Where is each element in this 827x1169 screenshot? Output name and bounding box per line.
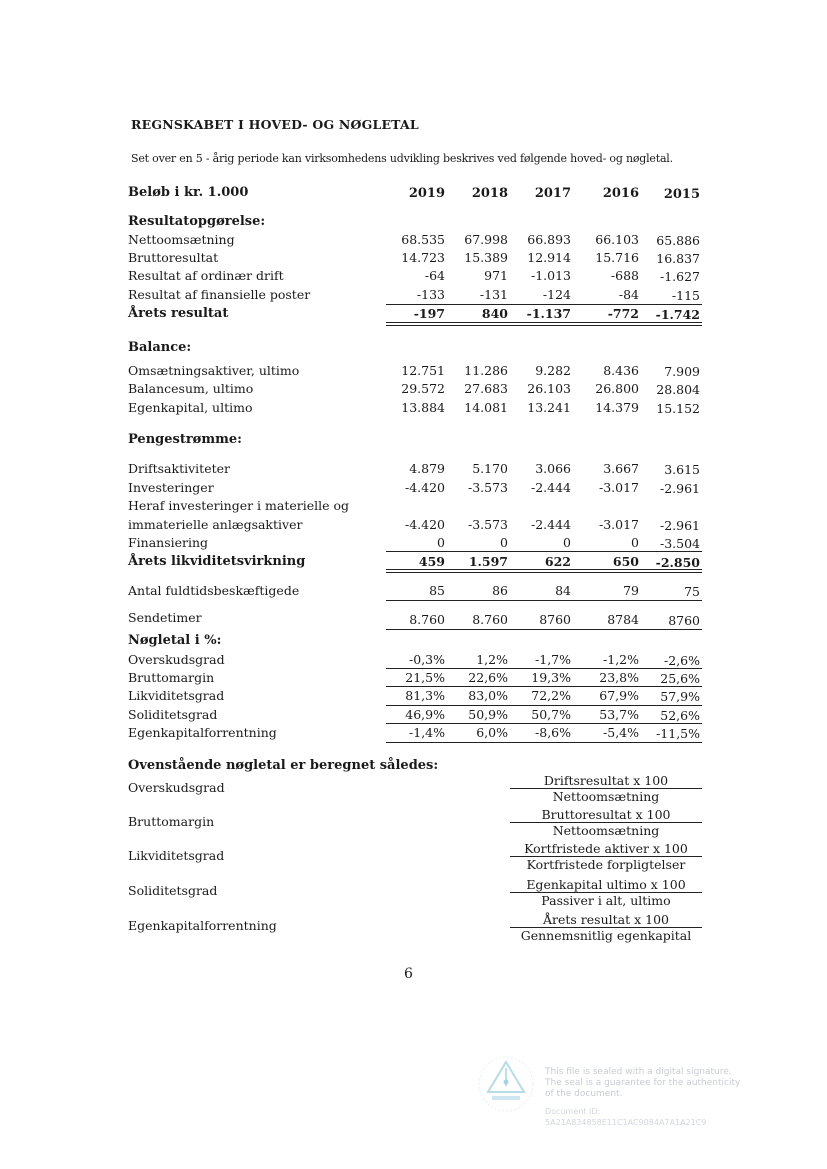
cell-value: -124 (542, 287, 571, 302)
cell-value: 8.436 (603, 363, 639, 378)
amount-label: Beløb i kr. 1.000 (128, 185, 249, 200)
total-double-rule (386, 322, 702, 326)
row-rule (386, 723, 702, 724)
cell-value: 0 (563, 535, 571, 550)
cell-value: -1,4% (409, 725, 445, 740)
row-label: Egenkapitalforrentning (128, 725, 277, 740)
cell-value: 8.760 (472, 612, 508, 627)
cell-value: -3.573 (467, 517, 508, 532)
cell-value: 22,6% (468, 670, 508, 685)
cell-value: 7.909 (664, 364, 700, 379)
row-label: Årets resultat (128, 306, 229, 321)
cell-value: 13.884 (401, 400, 445, 415)
formula-fraction (510, 841, 702, 872)
formula-numerator: Årets resultat x 100 (510, 912, 702, 928)
cell-value: -1.627 (659, 269, 700, 284)
cell-value: -0,3% (409, 652, 445, 667)
cell-value: -3.017 (598, 517, 639, 532)
cell-value: 26.800 (595, 381, 639, 396)
row-rule (386, 742, 702, 743)
row-label: Antal fuldtidsbeskæftigede (128, 583, 300, 598)
cell-value: 23,8% (599, 670, 639, 685)
cell-value: -2.961 (659, 518, 700, 533)
cell-value: 6,0% (476, 725, 508, 740)
cell-value: 459 (418, 554, 445, 569)
row-label: Likviditetsgrad (128, 688, 225, 703)
cell-value: 21,5% (405, 670, 445, 685)
cell-value: 16.837 (656, 251, 700, 266)
formula-denominator: Gennemsnitlig egenkapital (520, 928, 692, 943)
cell-value: -3.573 (467, 480, 508, 495)
formula-fraction (510, 877, 702, 908)
cell-value: 8784 (607, 612, 639, 627)
cell-value: 52,6% (660, 708, 700, 723)
cell-value: 67.998 (464, 232, 508, 247)
row-label: Balancesum, ultimo (128, 381, 254, 396)
cell-value: 29.572 (401, 381, 445, 396)
formula-denominator: Nettoomsætning (552, 789, 660, 804)
row-label: Nettoomsætning (128, 232, 235, 247)
row-label: Bruttomargin (128, 670, 215, 685)
cell-value: 12.914 (527, 250, 571, 265)
cell-value: 84 (555, 583, 571, 598)
subtotal-rule (386, 304, 702, 305)
cell-value: 1.597 (468, 554, 508, 569)
cell-value: -1.137 (526, 306, 571, 321)
section-heading: Pengestrømme: (128, 432, 242, 447)
cell-value: 19,3% (531, 670, 571, 685)
cell-value: 971 (484, 268, 508, 283)
cell-value: -1.013 (530, 268, 571, 283)
formula-label: Likviditetsgrad (128, 848, 225, 863)
subtotal-rule (386, 551, 702, 552)
cell-value: 15.152 (656, 401, 700, 416)
cell-value: 26.103 (527, 381, 571, 396)
cell-value: 12.751 (401, 363, 445, 378)
cell-value: 66.893 (527, 232, 571, 247)
cell-value: 53,7% (599, 707, 639, 722)
cell-value: -4.420 (404, 517, 445, 532)
cell-value: -2,6% (664, 653, 700, 668)
cell-value: 3.667 (603, 461, 639, 476)
cell-value: -115 (671, 288, 700, 303)
cell-value: -1.742 (655, 307, 700, 322)
cell-value: 3.066 (535, 461, 571, 476)
cell-value: 28.804 (656, 382, 700, 397)
cell-value: 14.723 (401, 250, 445, 265)
cell-value: -2.850 (655, 555, 700, 570)
cell-value: -131 (479, 287, 508, 302)
cell-value: -1,7% (535, 652, 571, 667)
row-label: Heraf investeringer i materielle og (128, 498, 350, 513)
cell-value: 14.379 (595, 400, 639, 415)
cell-value: 4.879 (409, 461, 445, 476)
cell-value: -5,4% (603, 725, 639, 740)
cell-value: -2.444 (530, 480, 571, 495)
cell-value: 9.282 (535, 363, 571, 378)
intro-text: Set over en 5 - årig periode kan virksomhedens udvikling beskrives ved følgende hoved- og nøgletal. (131, 152, 673, 165)
cell-value: -3.504 (659, 536, 700, 551)
row-label: Bruttoresultat (128, 250, 219, 265)
cell-value: 0 (437, 535, 445, 550)
row-label: Omsætningsaktiver, ultimo (128, 363, 300, 378)
cell-value: 57,9% (660, 689, 700, 704)
row-label: Investeringer (128, 480, 214, 495)
row-rule (386, 686, 702, 687)
row-label: Sendetimer (128, 610, 202, 625)
row-label: immaterielle anlægsaktiver (128, 517, 303, 532)
formula-numerator: Bruttoresultat x 100 (510, 807, 702, 823)
seal-text: This file is sealed with a digital signature. The seal is a guarantee for the authenticity of the document. (545, 1067, 741, 1099)
cell-value: 79 (623, 583, 639, 598)
section-heading: Nøgletal i %: (128, 633, 222, 648)
row-label: Finansiering (128, 535, 209, 550)
cell-value: -3.017 (598, 480, 639, 495)
cell-value: -688 (610, 268, 639, 283)
cell-value: 8.760 (409, 612, 445, 627)
page-title: REGNSKABET I HOVED- OG NØGLETAL (131, 117, 419, 132)
cell-value: -133 (416, 287, 445, 302)
cell-value: -64 (424, 268, 445, 283)
cell-value: 622 (544, 554, 571, 569)
cell-value: 85 (429, 583, 445, 598)
formula-denominator: Kortfristede forpligtelser (526, 857, 686, 872)
cell-value: 50,9% (468, 707, 508, 722)
cell-value: 650 (612, 554, 639, 569)
formula-fraction (510, 807, 702, 838)
cell-value: -8,6% (535, 725, 571, 740)
page-number: 6 (404, 966, 413, 982)
total-double-rule (386, 569, 702, 573)
cell-value: 8760 (668, 613, 700, 628)
formula-label: Bruttomargin (128, 814, 215, 829)
row-rule (386, 629, 702, 630)
formula-numerator: Driftsresultat x 100 (510, 773, 702, 789)
cell-value: 15.389 (464, 250, 508, 265)
row-rule (386, 600, 702, 601)
row-label: Overskudsgrad (128, 652, 225, 667)
cell-value: 83,0% (468, 688, 508, 703)
cell-value: 65.886 (656, 233, 700, 248)
row-label: Soliditetsgrad (128, 707, 218, 722)
cell-value: -4.420 (404, 480, 445, 495)
cell-value: 8760 (539, 612, 571, 627)
cell-value: 25,6% (660, 671, 700, 686)
cell-value: 46,9% (405, 707, 445, 722)
cell-value: -84 (618, 287, 639, 302)
section-heading: Balance: (128, 340, 192, 355)
row-rule (386, 668, 702, 669)
formula-denominator: Nettoomsætning (552, 823, 660, 838)
cell-value: 0 (500, 535, 508, 550)
row-label: Resultat af ordinær drift (128, 268, 284, 283)
formula-fraction (510, 773, 702, 804)
cell-value: 1,2% (476, 652, 508, 667)
row-label: Driftsaktiviteter (128, 461, 230, 476)
year-header: 2016 (602, 186, 639, 201)
formulas-heading: Ovenstående nøgletal er beregnet således: (128, 758, 439, 773)
cell-value: 86 (492, 583, 508, 598)
row-label: Årets likviditetsvirkning (128, 554, 306, 569)
cell-value: 50,7% (531, 707, 571, 722)
cell-value: 14.081 (464, 400, 508, 415)
year-header: 2017 (534, 186, 571, 201)
cell-value: 11.286 (464, 363, 508, 378)
cell-value: -11,5% (656, 726, 700, 741)
cell-value: 3.615 (664, 462, 700, 477)
cell-value: 67,9% (599, 688, 639, 703)
row-rule (386, 705, 702, 706)
formula-numerator: Kortfristede aktiver x 100 (510, 841, 702, 857)
cell-value: 75 (684, 584, 700, 599)
formula-label: Soliditetsgrad (128, 883, 218, 898)
cell-value: 0 (631, 535, 639, 550)
cell-value: 68.535 (401, 232, 445, 247)
year-header: 2018 (471, 186, 508, 201)
cell-value: 15.716 (595, 250, 639, 265)
cell-value: 13.241 (527, 400, 571, 415)
cell-value: 5.170 (472, 461, 508, 476)
cell-value: -1,2% (603, 652, 639, 667)
formula-label: Overskudsgrad (128, 780, 225, 795)
cell-value: 66.103 (595, 232, 639, 247)
cell-value: -2.961 (659, 481, 700, 496)
formula-numerator: Egenkapital ultimo x 100 (510, 877, 702, 893)
cell-value: -197 (413, 306, 445, 321)
cell-value: 27.683 (464, 381, 508, 396)
year-header: 2019 (408, 186, 445, 201)
cell-value: -2.444 (530, 517, 571, 532)
seal-document-id: Document ID: 5A21A834858E11C1AC9084A7A1A21C9 (545, 1107, 707, 1127)
cell-value: 840 (481, 306, 508, 321)
cell-value: 81,3% (405, 688, 445, 703)
formula-label: Egenkapitalforrentning (128, 918, 277, 933)
row-label: Egenkapital, ultimo (128, 400, 253, 415)
formula-fraction (510, 912, 702, 943)
section-heading: Resultatopgørelse: (128, 214, 266, 229)
cell-value: 72,2% (531, 688, 571, 703)
formula-denominator: Passiver i alt, ultimo (541, 893, 671, 908)
cell-value: -772 (607, 306, 639, 321)
row-label: Resultat af finansielle poster (128, 287, 311, 302)
year-header: 2015 (663, 187, 700, 202)
